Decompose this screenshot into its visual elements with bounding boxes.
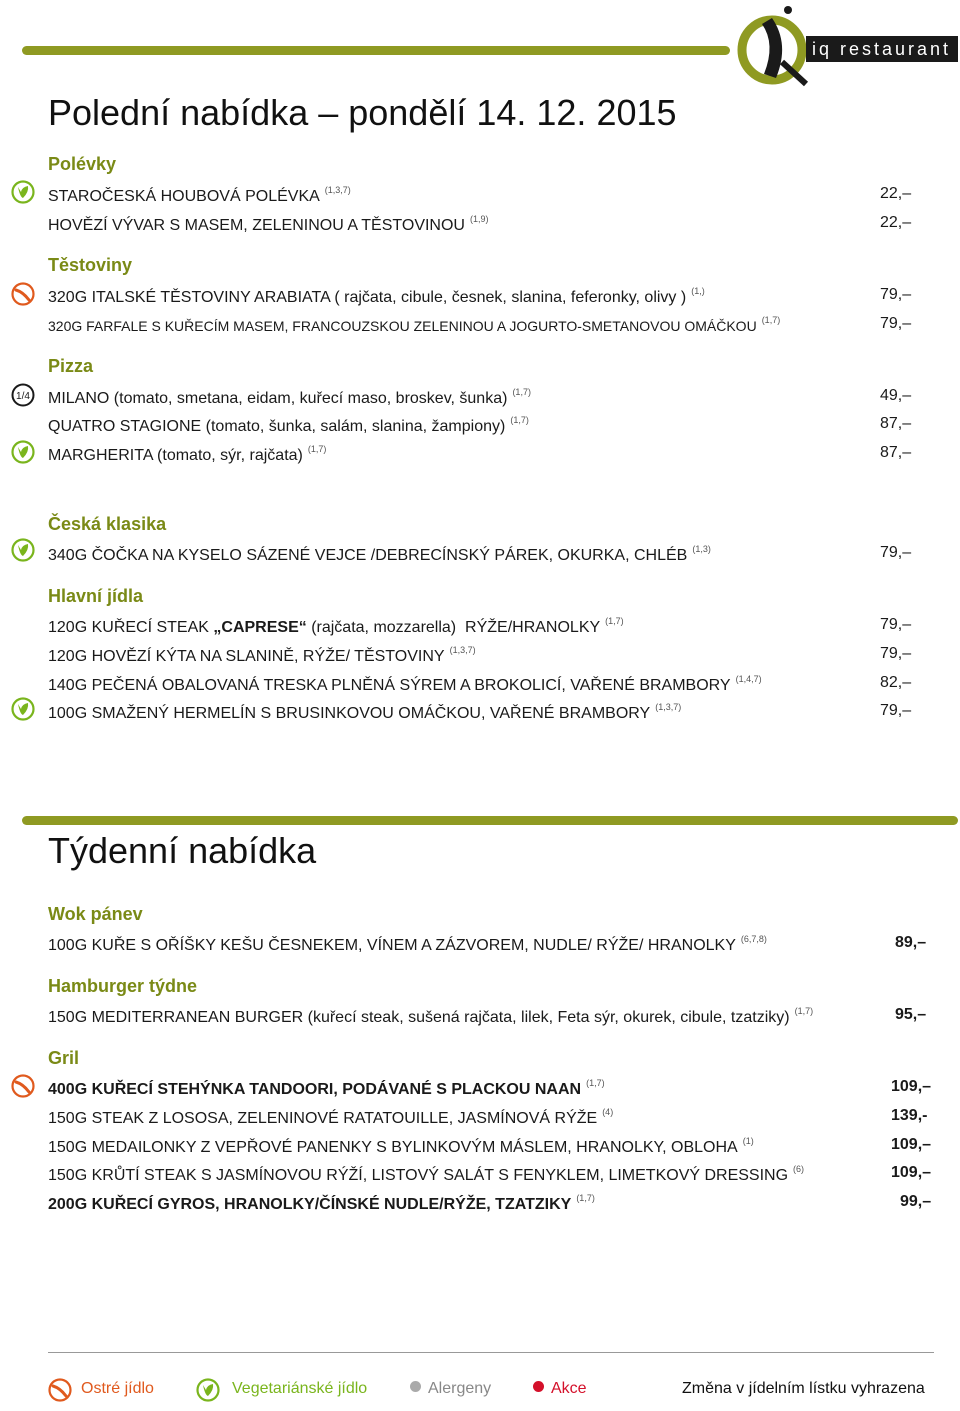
item-name: 150G MEDITERRANEAN BURGER (kuřecí steak, sušená rajčata, lilek, Feta sýr, okurek, cibule, tzatziky) [48,1009,790,1026]
item-price: 22,– [880,185,912,202]
item-allergens: (1,7) [307,444,327,454]
item-name: 100G SMAŽENÝ HERMELÍN S BRUSINKOVOU OMÁČKOU, VAŘENÉ BRAMBORY [48,705,651,722]
item-allergens: (1,7) [512,387,531,397]
item-name: HOVĚZÍ VÝVAR S MASEM, ZELENINOU A TĚSTOVINOU [48,217,465,234]
item-allergens: (1,4,7) [735,674,762,684]
menu-item [48,934,767,955]
allergen-dot-icon [410,1381,421,1392]
item-allergens: (1,7) [586,1078,605,1088]
item-name: 150G STEAK Z LOSOSA, ZELENINOVÉ RATATOUILLE, JASMÍNOVÁ RÝŽE [48,1110,598,1127]
legend-vegetarian-label: Vegetariánské jídlo [232,1380,368,1397]
quarter-portion-icon [11,383,35,407]
legend-vegetarian [196,1380,367,1398]
item-allergens: (1,7) [794,1006,814,1016]
item-allergens: (1,7) [510,415,529,425]
item-name-suffix: (rajčata, mozzarella) RÝŽE/HRANOLKY [306,619,601,636]
menu-item [48,702,681,723]
menu-item [48,645,476,666]
spicy-icon [11,282,35,306]
item-allergens: (1,3,7) [655,702,682,712]
item-price: 22,– [880,214,912,231]
item-name-prefix: 120G KUŘECÍ STEAK [48,619,214,636]
menu-item [48,185,351,206]
menu-item [48,1136,754,1157]
item-allergens: (1,3,7) [324,185,351,195]
item-allergens: (1,7) [761,315,781,325]
footer-divider [48,1352,934,1353]
item-allergens: (1,7) [576,1193,595,1203]
item-price: 109,– [891,1136,932,1153]
menu-item [48,1107,613,1128]
legend-allergens [410,1380,491,1398]
weekly-title: Týdenní nabídka [48,830,317,871]
item-price: 99,– [900,1193,932,1210]
page-title: Polední nabídka – pondělí 14. 12. 2015 [48,92,677,133]
item-price: 109,– [891,1078,932,1095]
menu-item [48,415,529,436]
item-name: MARGHERITA (tomato, sýr, rajčata) [48,447,303,464]
item-price: 95,– [895,1006,927,1023]
vegetarian-icon [11,697,35,721]
item-name: 150G MEDAILONKY Z VEPŘOVÉ PANENKY S BYLINKOVÝM MÁSLEM, HRANOLKY, OBLOHA [48,1139,738,1156]
section-title-soups: Polévky [48,154,117,174]
item-name: QUATRO STAGIONE (tomato, šunka, salám, slanina, žampiony) [48,418,506,435]
item-name: 150G KRŮTÍ STEAK S JASMÍNOVOU RÝŽÍ, LISTOVÝ SALÁT S FENYKLEM, LIMETKOVÝ DRESSING [48,1167,789,1184]
spicy-icon [48,1378,72,1402]
item-name-highlight: „CAPRESE“ [213,619,307,636]
section-title-burger: Hamburger týdne [48,976,198,996]
menu-item [48,1193,595,1214]
item-allergens: (1,7) [605,616,624,626]
vegetarian-icon [11,538,35,562]
menu-item [48,674,762,695]
quarter-portion-label: 1/4 [16,391,30,402]
item-allergens: (4) [602,1107,614,1117]
legend-action [533,1380,587,1398]
item-allergens: (6) [793,1164,805,1174]
change-notice: Změna v jídelním lístku vyhrazena [682,1380,925,1397]
menu-item [48,286,705,307]
item-price: 79,– [880,544,912,561]
action-dot-icon [533,1381,544,1392]
section-title-pizza: Pizza [48,356,94,376]
item-price: 82,– [880,674,912,691]
section-title-pasta: Těstoviny [48,255,133,275]
item-price: 79,– [880,702,912,719]
menu-item [48,1164,804,1185]
legend-spicy-label: Ostré jídlo [81,1380,154,1397]
item-allergens: (1) [742,1136,754,1146]
item-name: STAROČESKÁ HOUBOVÁ POLÉVKA [48,188,320,205]
item-price: 139,- [891,1107,928,1124]
logo-text: iq restaurant [806,36,958,62]
item-allergens: (1,3,7) [449,645,476,655]
section-title-wok: Wok pánev [48,904,143,924]
item-price: 87,– [880,444,912,461]
legend-action-label: Akce [551,1380,587,1397]
item-allergens: (1,3) [692,544,711,554]
menu-item [48,1078,605,1099]
menu-item [48,544,711,565]
vegetarian-icon [11,440,35,464]
vegetarian-icon [196,1378,220,1402]
spicy-icon [11,1074,35,1098]
section-title-classic: Česká klasika [48,514,167,534]
item-price: 79,– [880,645,912,662]
item-allergens: (1,9) [469,214,489,224]
item-name: MILANO (tomato, smetana, eidam, kuřecí maso, broskev, šunka) [48,390,508,407]
menu-item [48,315,780,334]
item-price: 87,– [880,415,912,432]
item-allergens: (6,7,8) [740,934,767,944]
item-name: 120G HOVĚZÍ KÝTA NA SLANINĚ, RÝŽE/ TĚSTOVINY [48,648,445,665]
item-name: 140G PEČENÁ OBALOVANÁ TRESKA PLNĚNÁ SÝREM A BROKOLICÍ, VAŘENÉ BRAMBORY [48,677,731,694]
item-price: 89,– [895,934,927,951]
item-name: 100G KUŘE S OŘÍŠKY KEŠU ČESNEKEM, VÍNEM A ZÁZVOREM, NUDLE/ RÝŽE/ HRANOLKY [48,937,736,954]
menu-item [48,214,489,235]
item-name: 200G KUŘECÍ GYROS, HRANOLKY/ČÍNSKÉ NUDLE/RÝŽE, TZATZIKY [48,1196,572,1213]
menu-item [48,1006,813,1027]
section-title-mains: Hlavní jídla [48,586,144,606]
item-price: 79,– [880,315,912,332]
item-price: 79,– [880,616,912,633]
item-allergens: (1,) [691,286,705,296]
menu-item [48,616,624,637]
item-name: 400G KUŘECÍ STEHÝNKA TANDOORI, PODÁVANÉ S PLACKOU NAAN [48,1081,582,1098]
item-price: 79,– [880,286,912,303]
legend-spicy [48,1380,154,1398]
header-bar [22,46,730,55]
legend-allergens-label: Alergeny [428,1380,492,1397]
menu-item [48,387,531,408]
weekly-bar [22,816,958,825]
item-name: 320G ITALSKÉ TĚSTOVINY ARABIATA ( rajčata, cibule, česnek, slanina, feferonky, olivy ) [48,289,687,306]
item-name: 340G ČOČKA NA KYSELO SÁZENÉ VEJCE /DEBRECÍNSKÝ PÁREK, OKURKA, CHLÉB [48,547,688,564]
legend-note [682,1380,925,1398]
item-price: 109,– [891,1164,932,1181]
menu-item [48,444,326,465]
vegetarian-icon [11,180,35,204]
item-name: 320G FARFALE S KUŘECÍM MASEM, FRANCOUZSKOU ZELENINOU A JOGURTO-SMETANOVOU OMÁČKOU [48,318,757,334]
section-title-grill: Gril [48,1048,80,1068]
item-price: 49,– [880,387,912,404]
